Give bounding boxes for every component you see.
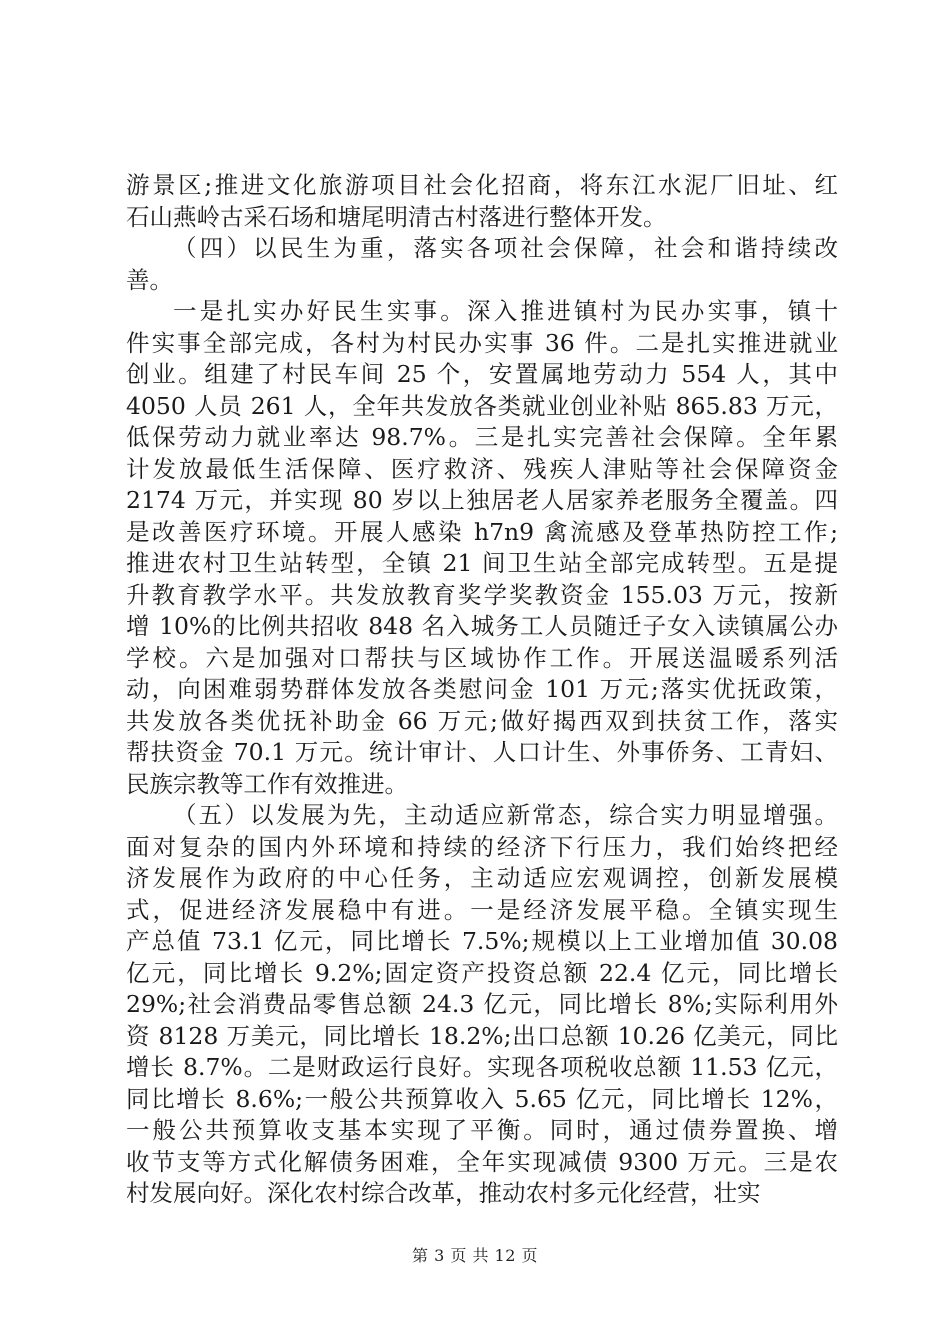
text-line: 29%;社会消费品零售总额 24.3 亿元，同比增长 8%;实际利用外	[126, 990, 838, 1018]
text-line: 共发放各类优抚补助金 66 万元;做好揭西双到扶贫工作，落实	[126, 706, 838, 735]
text-line: 善。	[126, 265, 173, 294]
text-line: 同比增长 8.6%;一般公共预算收入 5.65 亿元，同比增长 12%，	[126, 1084, 838, 1113]
text-line: 民族宗教等工作有效推进。	[126, 769, 408, 798]
text-line: 计发放最低生活保障、医疗救济、残疾人津贴等社会保障资金	[126, 454, 838, 483]
text-line: 学校。六是加强对口帮扶与区域协作工作。开展送温暖系列活	[126, 643, 838, 672]
text-line: 一般公共预算收支基本实现了平衡。同时，通过债券置换、增	[126, 1116, 838, 1144]
text-line: 2174 万元，并实现 80 岁以上独居老人居家养老服务全覆盖。四	[126, 486, 838, 514]
text-line: 济发展作为政府的中心任务，主动适应宏观调控，创新发展模	[126, 864, 838, 892]
text-line: 创业。组建了村民车间 25 个，安置属地劳动力 554 人，其中	[126, 360, 838, 388]
text-line: 亿元，同比增长 9.2%;固定资产投资总额 22.4 亿元，同比增长	[126, 958, 838, 987]
text-line: 村发展向好。深化农村综合改革，推动农村多元化经营，壮实	[126, 1179, 761, 1207]
text-line: 件实事全部完成，各村为村民办实事 36 件。二是扎实推进就业	[126, 328, 838, 357]
text-line: 式，促进经济发展稳中有进。一是经济发展平稳。全镇实现生	[126, 895, 838, 924]
text-line: （五）以发展为先，主动适应新常态，综合实力明显增强。	[173, 801, 838, 829]
text-line: 是改善医疗环境。开展人感染 h7n9 禽流感及登革热防控工作;	[126, 517, 838, 546]
text-line: 一是扎实办好民生实事。深入推进镇村为民办实事，镇十	[173, 297, 838, 325]
text-line: 产总值 73.1 亿元，同比增长 7.5%;规模以上工业增加值 30.08	[126, 927, 838, 955]
text-line: 推进农村卫生站转型，全镇 21 间卫生站全部完成转型。五是提	[126, 549, 838, 577]
text-line: （四）以民生为重，落实各项社会保障，社会和谐持续改	[173, 234, 838, 262]
text-line: 动，向困难弱势群体发放各类慰问金 101 万元;落实优抚政策，	[126, 675, 838, 703]
text-line: 低保劳动力就业率达 98.7%。三是扎实完善社会保障。全年累	[126, 423, 838, 451]
text-line: 增长 8.7%。二是财政运行良好。实现各项税收总额 11.53 亿元，	[126, 1053, 838, 1081]
body-text	[126, 170, 838, 1210]
text-line: 收节支等方式化解债务困难，全年实现减债 9300 万元。三是农	[126, 1147, 838, 1176]
text-line: 增 10%的比例共招收 848 名入城务工人员随迁子女入读镇属公办	[126, 612, 838, 640]
text-line: 石山燕岭古采石场和塘尾明清古村落进行整体开发。	[126, 202, 667, 231]
text-line: 升教育教学水平。共发放教育奖学奖教资金 155.03 万元，按新	[126, 580, 838, 609]
page-footer: 第 3 页 共 12 页	[412, 1246, 538, 1265]
text-line: 资 8128 万美元，同比增长 18.2%;出口总额 10.26 亿美元，同比	[126, 1021, 838, 1050]
text-line: 4050 人员 261 人，全年共发放各类就业创业补贴 865.83 万元，	[126, 391, 838, 420]
text-line: 帮扶资金 70.1 万元。统计审计、人口计生、外事侨务、工青妇、	[126, 738, 838, 766]
text-line: 游景区;推进文化旅游项目社会化招商，将东江水泥厂旧址、红	[126, 171, 838, 199]
text-line: 面对复杂的国内外环境和持续的经济下行压力，我们始终把经	[126, 832, 838, 861]
